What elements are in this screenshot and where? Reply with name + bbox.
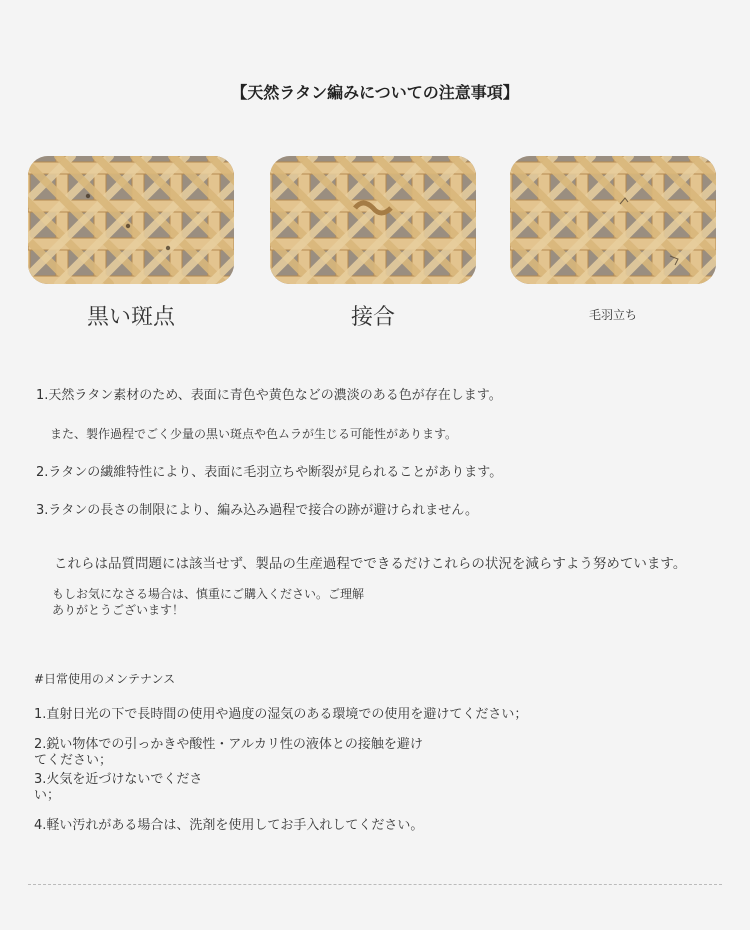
caption-black-spots: 黒い斑点 <box>86 305 175 330</box>
maintenance-item-3: 3.火気を近づけないでください； <box>34 772 203 803</box>
page-title: 【天然ラタン編みについての注意事項】 <box>231 83 519 102</box>
rattan-weave-joint-photo <box>270 156 476 284</box>
caption-joint: 接合 <box>350 305 395 330</box>
note-1-detail: また、製作過程でごく少量の黒い斑点や色ムラが生じる可能性があります。 <box>50 427 458 441</box>
maintenance-item-1: 1.直射日光の下で長時間の使用や過度の湿気のある環境での使用を避けてください； <box>34 707 528 722</box>
maintenance-heading: #日常使用のメンテナンス <box>34 672 176 686</box>
note-3: 3.ラタンの長さの制限により、編み込み過程で接合の跡が避けられません。 <box>36 503 479 518</box>
maintenance-item-2: 2.鋭い物体での引っかきや酸性・アルカリ性の液体との接触を避けてください； <box>34 737 423 768</box>
note-1: 1.天然ラタン素材のため、表面に青色や黄色などの濃淡のある色が存在します。 <box>36 388 502 403</box>
rattan-weave-black-spots-photo <box>28 156 234 284</box>
caption-fuzz: 毛羽立ち <box>588 308 637 322</box>
purchase-notice: もしお気になさる場合は、慎重にご購入ください。ご理解ありがとうございます！ <box>52 587 365 617</box>
note-2: 2.ラタンの繊維特性により、表面に毛羽立ちや断裂が見られることがあります。 <box>36 465 503 480</box>
bottom-divider <box>28 884 722 885</box>
quality-statement: これらは品質問題には該当せず、製品の生産過程でできるだけこれらの状況を減らすよう努めています。 <box>54 556 687 572</box>
rattan-weave-fuzz-photo <box>510 156 716 284</box>
maintenance-item-4: 4.軽い汚れがある場合は、洗剤を使用してお手入れしてください。 <box>34 818 424 833</box>
